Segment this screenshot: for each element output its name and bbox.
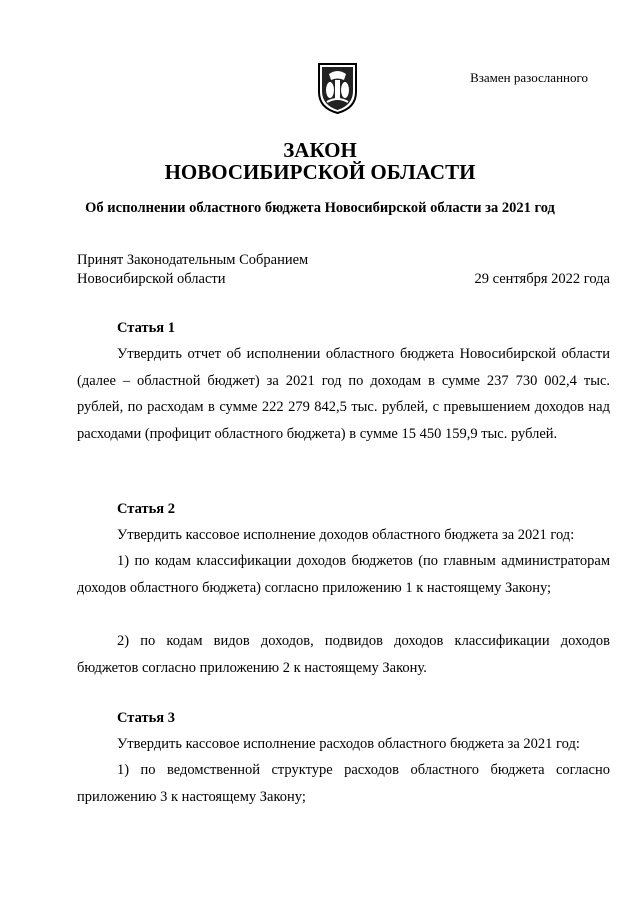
adoption-block [77, 251, 308, 289]
adoption-date: 29 сентября 2022 года [474, 271, 610, 287]
document-title-law: ЗАКОН [283, 138, 357, 162]
novosibirsk-coat-of-arms-icon [315, 60, 360, 115]
adoption-line-1: Принят Законодательным Собранием [77, 252, 309, 268]
article-1-heading: Статья 1 [117, 320, 175, 336]
adoption-line-2: Новосибирской области [77, 271, 226, 287]
article-2-intro: Утвердить кассовое исполнение доходов областного бюджета за 2021 год: [117, 527, 575, 543]
article-2-item-1: 1) по кодам классификации доходов бюджетов (по главным администраторам доходов областного бюджета) согласно приложению 1 к настоящему Закону; [77, 553, 610, 596]
document-subtitle: Об исполнении областного бюджета Новосибирской области за 2021 год [85, 200, 555, 216]
article-3-heading: Статья 3 [117, 710, 175, 726]
article-1-text: Утвердить отчет об исполнении областного бюджета Новосибирской области (далее – областной бюджет) за 2021 год по доходам в сумме 237 730 002,4 тыс. рублей, по расходам в сумме 222 279 842,5 тыс. рублей, с превышением доходов над расходами (профицит областного бюджета) в сумме 15 450 159,9 тыс. рублей. [77, 346, 610, 442]
article-3-item-1: 1) по ведомственной структуре расходов областного бюджета согласно приложению 3 к настоящему Закону; [77, 762, 610, 805]
article-3-intro: Утвердить кассовое исполнение расходов областного бюджета за 2021 год: [117, 736, 580, 752]
replacement-note: Взамен разосланного [470, 70, 588, 85]
article-2-item-2: 2) по кодам видов доходов, подвидов доходов классификации доходов бюджетов согласно приложению 2 к настоящему Закону. [77, 633, 610, 676]
document-title-region: НОВОСИБИРСКОЙ ОБЛАСТИ [164, 160, 476, 184]
article-2-heading: Статья 2 [117, 501, 175, 517]
